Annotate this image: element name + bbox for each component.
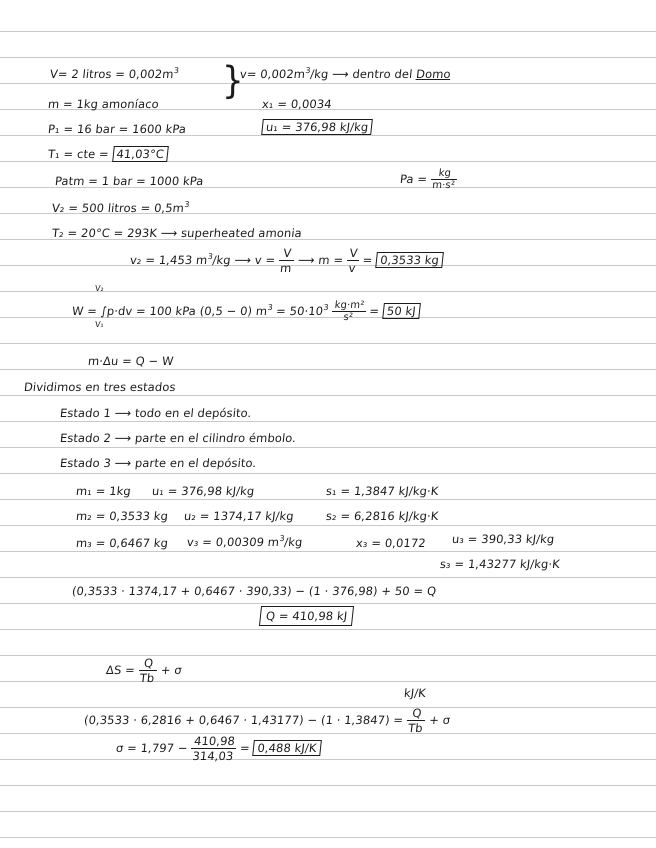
text-u3: u₃ = 390,33 kJ/kg	[451, 532, 556, 546]
line-volume	[49, 66, 179, 81]
text-s2: s₂ = 6,2816 kJ/kg·K	[325, 509, 440, 523]
text-t2: T₂ = 20°C = 293K ⟶ superheated amonia	[51, 226, 303, 240]
text-units-kjk: kJ/K	[403, 686, 427, 700]
text-domo: Domo	[415, 66, 452, 81]
line-m2	[75, 509, 168, 523]
text-v3-exp: 3	[279, 534, 286, 543]
line-v2	[51, 200, 190, 215]
text-state2: Estado 2 ⟶ parte en el cilindro émbolo.	[59, 431, 297, 445]
line-v3	[186, 534, 303, 549]
line-patm	[54, 174, 204, 188]
fraction-pa-den: m·s²	[431, 180, 456, 191]
text-mass: m = 1kg amoníaco	[47, 97, 160, 111]
text-quality: x₁ = 0,0034	[261, 97, 333, 111]
line-u1b	[151, 484, 255, 498]
text-delta-s: ΔS =	[105, 663, 136, 677]
text-sigma-eq: σ = 1,797 −	[115, 741, 189, 755]
text-v3-unit: /kg	[283, 534, 304, 549]
line-t2	[51, 226, 302, 240]
line-u3	[451, 532, 555, 546]
text-pressure: P₁ = 16 bar = 1600 kPa	[47, 122, 187, 136]
line-sigma-result	[114, 734, 322, 763]
text-u2: u₂ = 1374,17 kJ/kg	[183, 509, 295, 523]
line-u2	[183, 509, 294, 523]
text-v2: V₂ = 500 litros = 0,5m	[51, 200, 185, 215]
line-temperature	[47, 147, 168, 161]
boxed-mass2: 0,3533 kg	[375, 252, 443, 268]
fraction-q-num: Q	[139, 656, 159, 671]
boxed-q-result: Q = 410,98 kJ	[259, 606, 354, 626]
line-mass-calc	[128, 246, 444, 275]
line-s2	[325, 509, 439, 523]
text-plus-sigma: + σ	[160, 663, 183, 677]
line-entropy-balance	[104, 656, 183, 685]
fraction-v-over-m	[277, 246, 295, 275]
line-entropy-calc	[82, 706, 451, 735]
text-v2-spec: v₂ = 1,453 m	[129, 253, 209, 267]
fraction-sigma-den: 314,03	[191, 749, 235, 763]
text-entropy-calc: (0,3533 · 6,2816 + 0,6467 · 1,43177) − (1 · 1,3847) =	[83, 713, 404, 727]
boxed-work: 50 kJ	[382, 303, 421, 319]
fraction-s2: s²	[342, 312, 354, 323]
text-temperature: T₁ = cte =	[47, 147, 110, 161]
fraction-v-den: m	[279, 261, 293, 275]
text-work-exp2: 3	[323, 303, 330, 313]
line-s3	[439, 557, 560, 571]
line-u1	[261, 120, 373, 134]
integral-upper: V₂	[94, 284, 105, 293]
text-u1b: u₁ = 376,98 kJ/kg	[151, 484, 256, 498]
line-pa-units	[399, 168, 459, 191]
fraction-q-tb-2	[405, 706, 427, 735]
line-m1	[75, 484, 131, 498]
line-specific-volume	[239, 66, 451, 81]
fraction-pa-num: kg	[431, 168, 459, 180]
text-s1: s₁ = 1,3847 kJ/kg·K	[325, 484, 440, 498]
line-energy-balance	[87, 354, 174, 368]
fraction-tb-den-2: Tb	[407, 721, 424, 735]
boxed-temperature: 41,03°C	[112, 146, 169, 162]
fraction-v-num: V	[279, 246, 296, 261]
text-volume-exp: 3	[173, 66, 180, 75]
text-sv-exp: 3	[304, 66, 312, 75]
text-sigma-equals: =	[239, 741, 251, 755]
text-work-exp: 3	[267, 303, 274, 313]
text-energy-balance: m·Δu = Q − W	[87, 354, 175, 368]
fraction-tb-den: Tb	[139, 671, 156, 685]
line-state3	[59, 456, 257, 470]
text-v2-spec-exp: 3	[207, 252, 214, 262]
fraction-kgm2: kg·m²	[332, 300, 367, 312]
integral-lower: V₁	[94, 320, 105, 329]
text-work-eq: = 50·10	[275, 304, 324, 318]
text-m2: m₂ = 0,3533 kg	[75, 509, 169, 523]
text-sv-arrow: /kg ⟶ dentro del	[309, 66, 414, 81]
line-q-result	[259, 609, 354, 623]
line-divide	[23, 380, 176, 394]
fraction-V-over-v	[345, 246, 360, 275]
text-state3: Estado 3 ⟶ parte en el depósito.	[59, 456, 258, 470]
line-units-kjk	[403, 686, 426, 700]
text-m1: m₁ = 1kg	[75, 484, 132, 498]
line-state1	[59, 406, 252, 420]
line-s1	[325, 484, 439, 498]
text-x3: x₃ = 0,0172	[355, 536, 427, 550]
text-v-eq: /kg ⟶ v =	[211, 253, 276, 267]
line-mass	[47, 97, 159, 111]
fraction-pa	[430, 168, 459, 191]
boxed-sigma: 0,488 kJ/K	[253, 740, 322, 756]
brace-symbol: }	[222, 59, 244, 103]
text-s3: s₃ = 1,43277 kJ/kg·K	[439, 557, 561, 571]
line-work	[71, 300, 421, 323]
line-q-equation	[71, 584, 437, 598]
line-quality	[261, 97, 332, 111]
text-v3: v₃ = 0,00309 m	[186, 534, 280, 549]
text-m-eq: ⟶ m =	[297, 253, 344, 267]
text-work: W = ∫p·dv = 100 kPa (0,5 − 0) m	[71, 304, 268, 318]
text-patm: Patm = 1 bar = 1000 kPa	[54, 174, 205, 188]
text-pa: Pa =	[399, 172, 428, 186]
text-work-eq2: =	[368, 304, 380, 318]
fraction-q-tb	[137, 656, 159, 685]
text-v2-exp: 3	[183, 200, 191, 209]
fraction-V-den: v	[347, 261, 357, 275]
line-state2	[59, 431, 297, 445]
text-q-equation: (0,3533 · 1374,17 + 0,6467 · 390,33) − (1 · 376,98) + 50 = Q	[71, 584, 437, 598]
fraction-V-num: V	[347, 246, 361, 261]
fraction-sigma	[190, 734, 238, 763]
text-volume: V= 2 litros = 0,002m	[49, 66, 175, 81]
fraction-q-num-2: Q	[407, 706, 427, 721]
line-x3	[355, 536, 426, 550]
text-m3: m₃ = 0,6467 kg	[75, 536, 169, 550]
text-plus-sigma-2: + σ	[428, 713, 451, 727]
fraction-sigma-num: 410,98	[191, 734, 237, 749]
fraction-kgm2-s2	[331, 300, 367, 323]
text-state1: Estado 1 ⟶ todo en el depósito.	[59, 406, 253, 420]
text-specific-volume: v= 0,002m	[239, 66, 306, 81]
text-equals: =	[361, 253, 374, 267]
line-pressure	[47, 122, 187, 136]
text-divide: Dividimos en tres estados	[23, 380, 177, 394]
boxed-u1: u₁ = 376,98 kJ/kg	[261, 119, 373, 135]
line-m3	[75, 536, 168, 550]
